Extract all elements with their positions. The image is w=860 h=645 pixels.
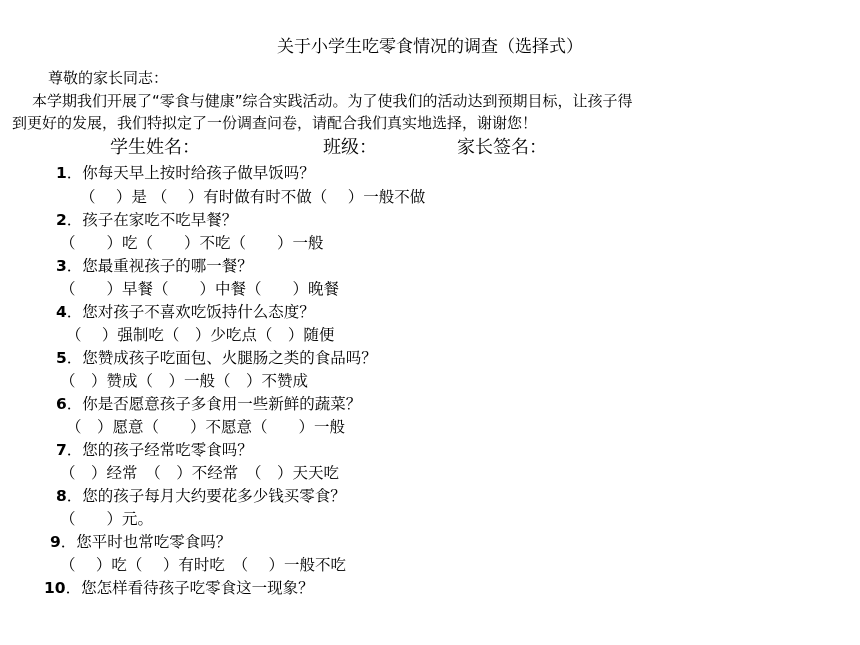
- question-number: 4: [56, 303, 67, 321]
- question-2: [56, 210, 237, 230]
- question-text: ．你是否愿意孩子多食用一些新鲜的蔬菜？: [66, 395, 362, 413]
- question-9-options: （ ）吃（ ）有时吃 （ ）一般不吃: [60, 556, 347, 574]
- question-4: [56, 302, 315, 322]
- question-5-options: （ ）赞成（ ）一般（ ）不赞成: [60, 372, 309, 390]
- question-number: 9: [50, 533, 61, 551]
- question-8-options: （ ）元。: [60, 510, 154, 528]
- question-number: 8: [56, 487, 67, 505]
- parent-signature-label: 家长签名：: [457, 137, 547, 158]
- question-text: ．您赞成孩子吃面包、火腿肠之类的食品吗？: [66, 349, 377, 367]
- question-text: ．孩子在家吃不吃早餐？: [66, 211, 238, 229]
- question-3-options: （ ）早餐（ ）中餐（ ）晚餐: [60, 280, 340, 298]
- question-number: 1: [56, 164, 67, 182]
- question-number: 2: [56, 211, 67, 229]
- question-6: [56, 394, 361, 414]
- question-10: [44, 578, 314, 598]
- question-5: [56, 348, 377, 368]
- question-text: ．你每天早上按时给孩子做早饭吗？: [66, 164, 315, 182]
- question-text: ．您平时也常吃零食吗？: [60, 533, 232, 551]
- question-number: 10: [44, 579, 66, 597]
- question-text: ．您的孩子经常吃零食吗？: [66, 441, 253, 459]
- question-number: 7: [56, 441, 67, 459]
- student-name-label: 学生姓名：: [110, 137, 200, 158]
- intro-paragraph-line-1: 本学期我们开展了“零食与健康”综合实践活动。为了使我们的活动达到预期目标，让孩子得: [32, 92, 633, 110]
- survey-title: 关于小学生吃零食情况的调查（选择式）: [277, 37, 583, 57]
- question-number: 3: [56, 257, 67, 275]
- question-text: ．您最重视孩子的哪一餐？: [66, 257, 253, 275]
- greeting: 尊敬的家长同志：: [48, 69, 169, 87]
- question-1-options: （ ）是 （ ）有时做有时不做（ ）一般不做: [80, 188, 426, 206]
- question-text: ．您的孩子每月大约要花多少钱买零食？: [66, 487, 346, 505]
- question-number: 5: [56, 349, 67, 367]
- question-4-options: （ ）强制吃（ ）少吃点（ ）随便: [66, 326, 335, 344]
- question-3: [56, 256, 253, 276]
- question-2-options: （ ）吃（ ）不吃（ ）一般: [60, 234, 324, 252]
- question-number: 6: [56, 395, 67, 413]
- question-9: [50, 532, 231, 552]
- question-1: [56, 163, 315, 183]
- info-fields-row: [110, 136, 547, 160]
- question-6-options: （ ）愿意（ ）不愿意（ ）一般: [66, 418, 346, 436]
- question-7: [56, 440, 253, 460]
- class-label: 班级：: [323, 137, 377, 158]
- question-text: ．您怎样看待孩子吃零食这一现象？: [65, 579, 314, 597]
- intro-paragraph-line-2: 到更好的发展，我们特拟定了一份调查问卷，请配合我们真实地选择，谢谢您！: [12, 114, 538, 132]
- question-text: ．您对孩子不喜欢吃饭持什么态度？: [66, 303, 315, 321]
- question-8: [56, 486, 346, 506]
- question-7-options: （ ）经常 （ ）不经常 （ ）天天吃: [60, 464, 340, 482]
